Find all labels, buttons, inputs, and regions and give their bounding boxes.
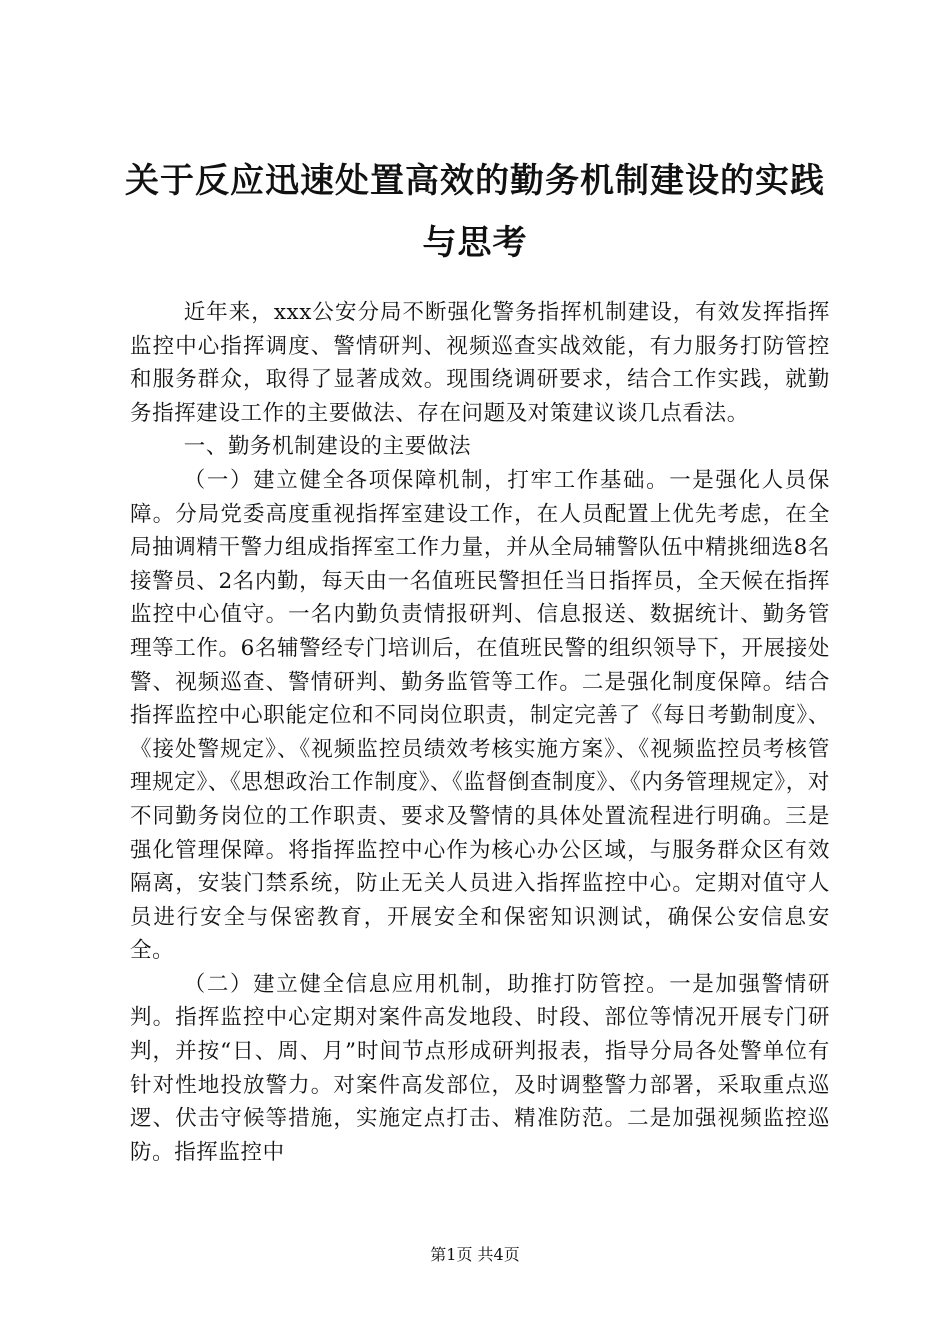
page-footer: 第1页 共4页 xyxy=(430,1245,520,1264)
title-line-2: 与思考 xyxy=(422,223,528,263)
document-title xyxy=(110,150,840,274)
body-paragraph: （一）建立健全各项保障机制，打牢工作基础。一是强化人员保障。分局党委高度重视指挥室建设工作，在人员配置上优先考虑，在全局抽调精干警力组成指挥室工作力量，并从全局辅警队伍中精挑细选8名接警员、2名内勤，每天由一名值班民警担任当日指挥员，全天候在指挥监控中心值守。一名内勤负责情报研判、信息报送、数据统计、勤务管理等工作。6名辅警经专门培训后，在值班民警的组织领导下，开展接处警、视频巡查、警情研判、勤务监管等工作。二是强化制度保障。结合指挥监控中心职能定位和不同岗位职责，制定完善了《每日考勤制度》、《接处警规定》、《视频监控员绩效考核实施方案》、《视频监控员考核管理规定》、《思想政治工作制度》、《监督倒查制度》、《内务管理规定》，对不同勤务岗位的工作职责、要求及警情的具体处置流程进行明确。三是强化管理保障。将指挥监控中心作为核心办公区域，与服务群众区有效隔离，安装门禁系统，防止无关人员进入指挥监控中心。定期对值守人员进行安全与保密教育，开展安全和保密知识测试，确保公安信息安全。 xyxy=(130,467,830,964)
document-body xyxy=(130,296,830,1169)
section-heading: 一、勤务机制建设的主要做法 xyxy=(183,434,472,460)
intro-paragraph: 近年来，xxx公安分局不断强化警务指挥机制建设，有效发挥指挥监控中心指挥调度、警情研判、视频巡查实战效能，有力服务打防管控和服务群众，取得了显著成效。现围绕调研要求，结合工作实践，就勤务指挥建设工作的主要做法、存在问题及对策建议谈几点看法。 xyxy=(130,300,830,426)
title-line-1: 关于反应迅速处置高效的勤务机制建设的实践 xyxy=(125,161,825,201)
body-paragraph: （二）建立健全信息应用机制，助推打防管控。一是加强警情研判。指挥监控中心定期对案件高发地段、时段、部位等情况开展专门研判，并按“日、周、月”时间节点形成研判报表，指导分局各处警单位有针对性地投放警力。对案件高发部位，及时调整警力部署，采取重点巡逻、伏击守候等措施，实施定点打击、精准防范。二是加强视频监控巡防。指挥监控中 xyxy=(130,971,830,1165)
